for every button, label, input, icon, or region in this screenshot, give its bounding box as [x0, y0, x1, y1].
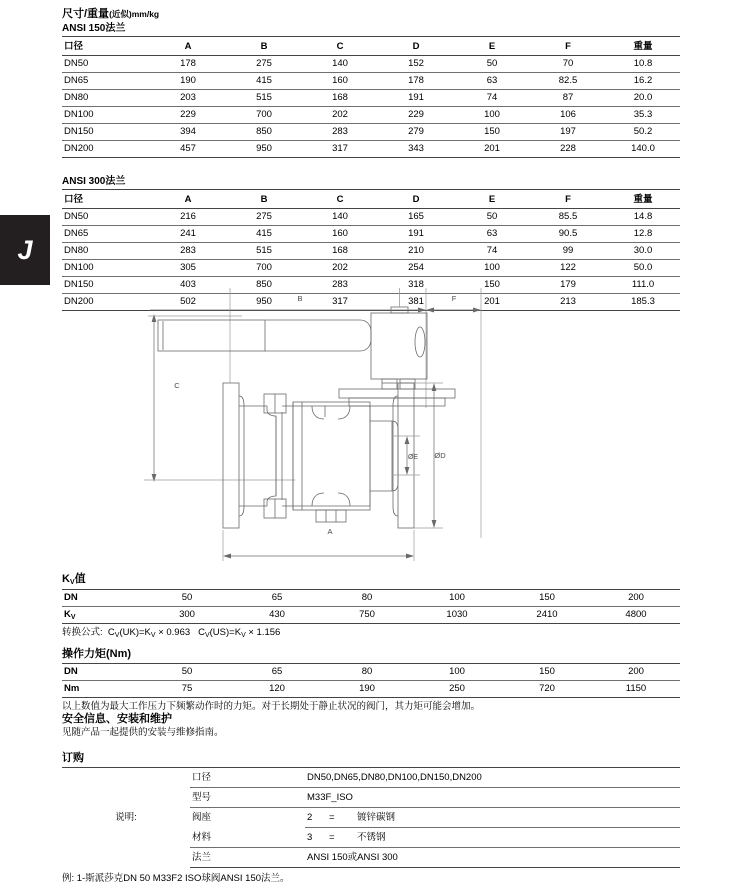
- torque-dn-row: [62, 664, 680, 681]
- ordering-key-model: 型号: [190, 788, 305, 808]
- cell-value: 20.0: [606, 90, 680, 107]
- table-row: [62, 243, 680, 260]
- torque-title: 操作力矩(Nm): [62, 648, 132, 660]
- dimensions-section: [62, 8, 680, 311]
- torque-nm-3: 250: [412, 681, 502, 698]
- formula-label: 转换公式:: [62, 627, 103, 638]
- cell-value: 415: [226, 73, 302, 90]
- cell-dn: DN80: [62, 90, 150, 107]
- cell-value: 202: [302, 260, 378, 277]
- cell-value: 191: [378, 90, 454, 107]
- cell-value: 152: [378, 56, 454, 73]
- cell-value: 140.0: [606, 141, 680, 158]
- torque-dn-1: 65: [232, 664, 322, 681]
- cell-value: 14.8: [606, 209, 680, 226]
- cell-value: 213: [530, 294, 606, 311]
- th-e: E: [454, 192, 530, 209]
- table-header-row: [62, 192, 680, 209]
- torque-table: [62, 663, 680, 698]
- cell-value: 178: [378, 73, 454, 90]
- table-row: [62, 260, 680, 277]
- table-row: [62, 90, 680, 107]
- cell-value: 216: [150, 209, 226, 226]
- kv-dn-4: 150: [502, 590, 592, 607]
- kv-val-1: 430: [232, 607, 322, 624]
- cell-value: 191: [378, 226, 454, 243]
- cell-value: 106: [530, 107, 606, 124]
- kv-title-sub: V: [69, 579, 75, 586]
- kv-val-2: 750: [322, 607, 412, 624]
- cell-value: 950: [226, 294, 302, 311]
- kv-value-label: $K_V$: [62, 607, 142, 624]
- ordering-value-flange: ANSI 150或ANSI 300: [305, 848, 680, 868]
- table-row: [62, 209, 680, 226]
- kv-dn-3: 100: [412, 590, 502, 607]
- table-row: [62, 124, 680, 141]
- cell-dn: DN150: [62, 124, 150, 141]
- cell-value: 190: [150, 73, 226, 90]
- safety-section: [62, 713, 680, 739]
- cell-value: 850: [226, 277, 302, 294]
- valve-technical-drawing: [130, 288, 550, 578]
- cell-value: 502: [150, 294, 226, 311]
- ordering-table: [62, 767, 680, 868]
- kv-val-5: 4800: [592, 607, 680, 624]
- cell-dn: DN65: [62, 226, 150, 243]
- formula-uk: $C_V(UK)=K_V \times 0.963$: [107, 627, 191, 639]
- cell-value: 70: [530, 56, 606, 73]
- th-d: D: [378, 39, 454, 56]
- th-c: C: [302, 192, 378, 209]
- kv-value-row: [62, 607, 680, 624]
- cell-value: 197: [530, 124, 606, 141]
- kv-title-tail: 值: [74, 573, 86, 585]
- cell-dn: DN100: [62, 107, 150, 124]
- cell-value: 202: [302, 107, 378, 124]
- cell-value: 74: [454, 243, 530, 260]
- ordering-desc-label: 说明:: [62, 768, 190, 868]
- kv-title-k: K: [62, 573, 70, 585]
- dim-label-f: F: [451, 294, 457, 303]
- cell-value: 317: [302, 294, 378, 311]
- cell-value: 275: [226, 56, 302, 73]
- ordering-key-seat: 阀座: [192, 812, 212, 824]
- cell-value: 99: [530, 243, 606, 260]
- cell-value: 111.0: [606, 277, 680, 294]
- torque-nm-label: Nm: [62, 681, 142, 698]
- formula-us: $C_V(US)=K_V \times 1.156$: [198, 627, 281, 639]
- torque-dn-label: DN: [62, 664, 142, 681]
- kv-dn-label: DN: [62, 590, 142, 607]
- table-row: [62, 107, 680, 124]
- cell-value: 228: [530, 141, 606, 158]
- cell-value: 140: [302, 209, 378, 226]
- cell-value: 185.3: [606, 294, 680, 311]
- th-f: F: [530, 192, 606, 209]
- ordering-example: 例: 1-斯派莎克DN 50 M33F2 ISO球阀ANSI 150法兰。: [62, 873, 290, 884]
- dim-label-a: A: [327, 527, 333, 536]
- cell-value: 515: [226, 243, 302, 260]
- cell-value: 254: [378, 260, 454, 277]
- kv-val-3: 1030: [412, 607, 502, 624]
- cell-value: 700: [226, 107, 302, 124]
- cell-value: 394: [150, 124, 226, 141]
- safety-title: 安全信息、安装和维护: [62, 713, 172, 725]
- torque-dn-2: 80: [322, 664, 412, 681]
- ansi150-table: [62, 36, 680, 158]
- cell-value: 229: [378, 107, 454, 124]
- ordering-key-material: 材料: [190, 828, 305, 848]
- dim-label-od: ØD: [434, 451, 446, 460]
- dimensions-title: [62, 8, 680, 21]
- torque-nm-2: 190: [322, 681, 412, 698]
- kv-dn-0: 50: [142, 590, 232, 607]
- cell-value: 229: [150, 107, 226, 124]
- cell-value: 279: [378, 124, 454, 141]
- th-b: B: [226, 192, 302, 209]
- cell-value: 16.2: [606, 73, 680, 90]
- cell-value: 90.5: [530, 226, 606, 243]
- torque-dn-0: 50: [142, 664, 232, 681]
- th-d: D: [378, 192, 454, 209]
- cell-value: 381: [378, 294, 454, 311]
- cell-value: 850: [226, 124, 302, 141]
- cell-dn: DN50: [62, 56, 150, 73]
- cell-dn: DN80: [62, 243, 150, 260]
- cell-value: 100: [454, 107, 530, 124]
- th-b: B: [226, 39, 302, 56]
- cell-value: 10.8: [606, 56, 680, 73]
- cell-value: 343: [378, 141, 454, 158]
- cell-value: 160: [302, 226, 378, 243]
- cell-value: 403: [150, 277, 226, 294]
- kv-val-0: 300: [142, 607, 232, 624]
- dim-label-c: C: [174, 381, 180, 390]
- th-f: F: [530, 39, 606, 56]
- section-index-tab: [0, 215, 50, 285]
- th-a: A: [150, 39, 226, 56]
- torque-nm-5: 1150: [592, 681, 680, 698]
- torque-note: 以上数值为最大工作压力下频繁动作时的力矩。对于长期处于静止状况的阀门，其力矩可能会增加。: [62, 701, 481, 712]
- cell-value: 178: [150, 56, 226, 73]
- safety-text: 见随产品一起提供的安装与维修指南。: [62, 727, 224, 738]
- cell-value: 241: [150, 226, 226, 243]
- table-row: [62, 226, 680, 243]
- index-tab-letter: J: [17, 234, 33, 265]
- cell-value: 122: [530, 260, 606, 277]
- table-row: [62, 141, 680, 158]
- cell-value: 82.5: [530, 73, 606, 90]
- cell-value: 275: [226, 209, 302, 226]
- cell-value: 305: [150, 260, 226, 277]
- cell-value: 283: [302, 277, 378, 294]
- th-a: A: [150, 192, 226, 209]
- cell-value: 74: [454, 90, 530, 107]
- cell-value: 168: [302, 90, 378, 107]
- cell-value: 87: [530, 90, 606, 107]
- kv-conversion-formula: [62, 626, 680, 640]
- cell-value: 201: [454, 141, 530, 158]
- ordering-key-size: 口径: [190, 768, 305, 788]
- cell-value: 515: [226, 90, 302, 107]
- ordering-value-size: DN50,DN65,DN80,DN100,DN150,DN200: [305, 768, 680, 788]
- torque-nm-4: 720: [502, 681, 592, 698]
- cell-value: 210: [378, 243, 454, 260]
- cell-value: 50: [454, 56, 530, 73]
- cell-value: 201: [454, 294, 530, 311]
- cell-dn: DN200: [62, 294, 150, 311]
- table-row: [62, 56, 680, 73]
- ordering-value-model: M33F_ISO: [305, 788, 680, 808]
- cell-value: 283: [302, 124, 378, 141]
- dim-label-b: B: [297, 294, 303, 303]
- cell-dn: DN200: [62, 141, 150, 158]
- cell-dn: DN100: [62, 260, 150, 277]
- torque-dn-5: 200: [592, 664, 680, 681]
- kv-section: [62, 573, 680, 640]
- th-weight: 重量: [606, 192, 680, 209]
- ordering-section: [62, 752, 680, 885]
- th-dn: 口径: [62, 192, 150, 209]
- ordering-value-material-1: 2 = 镀锌碳钢: [305, 808, 680, 828]
- cell-value: 700: [226, 260, 302, 277]
- kv-title: [62, 573, 680, 587]
- cell-value: 50.0: [606, 260, 680, 277]
- torque-nm-row: [62, 681, 680, 698]
- ordering-title: 订购: [62, 752, 84, 764]
- cell-value: 150: [454, 124, 530, 141]
- cell-value: 50: [454, 209, 530, 226]
- dimensions-title-text: 尺寸/重量: [62, 8, 110, 20]
- cell-value: 50.2: [606, 124, 680, 141]
- cell-value: 100: [454, 260, 530, 277]
- torque-dn-4: 150: [502, 664, 592, 681]
- table-header-row: [62, 39, 680, 56]
- th-c: C: [302, 39, 378, 56]
- kv-table: [62, 589, 680, 624]
- cell-value: 317: [302, 141, 378, 158]
- torque-nm-0: 75: [142, 681, 232, 698]
- cell-value: 168: [302, 243, 378, 260]
- cell-dn: DN50: [62, 209, 150, 226]
- cell-value: 179: [530, 277, 606, 294]
- ordering-value-material-2: 3 = 不锈钢: [305, 828, 680, 848]
- th-weight: 重量: [606, 39, 680, 56]
- cell-value: 12.8: [606, 226, 680, 243]
- cell-value: 318: [378, 277, 454, 294]
- ordering-row-size: [62, 768, 680, 788]
- cell-value: 63: [454, 226, 530, 243]
- kv-dn-1: 65: [232, 590, 322, 607]
- kv-dn-2: 80: [322, 590, 412, 607]
- cell-value: 457: [150, 141, 226, 158]
- th-dn: 口径: [62, 39, 150, 56]
- kv-dn-row: [62, 590, 680, 607]
- cell-value: 160: [302, 73, 378, 90]
- cell-value: 150: [454, 277, 530, 294]
- cell-value: 85.5: [530, 209, 606, 226]
- cell-dn: DN150: [62, 277, 150, 294]
- cell-value: 35.3: [606, 107, 680, 124]
- cell-value: 203: [150, 90, 226, 107]
- ansi150-caption: ANSI 150法兰: [62, 23, 126, 34]
- torque-section: [62, 648, 680, 713]
- cell-value: 415: [226, 226, 302, 243]
- table-row: [62, 73, 680, 90]
- cell-value: 165: [378, 209, 454, 226]
- dimensions-title-suffix: (近似)mm/kg: [109, 9, 160, 19]
- th-e: E: [454, 39, 530, 56]
- cell-value: 63: [454, 73, 530, 90]
- cell-value: 283: [150, 243, 226, 260]
- kv-val-4: 2410: [502, 607, 592, 624]
- dim-label-oe: ØE: [407, 454, 419, 461]
- ordering-key-flange: 法兰: [190, 848, 305, 868]
- cell-value: 950: [226, 141, 302, 158]
- cell-value: 140: [302, 56, 378, 73]
- ansi300-caption: ANSI 300法兰: [62, 176, 126, 187]
- torque-nm-1: 120: [232, 681, 322, 698]
- cell-dn: DN65: [62, 73, 150, 90]
- cell-value: 30.0: [606, 243, 680, 260]
- kv-dn-5: 200: [592, 590, 680, 607]
- torque-dn-3: 100: [412, 664, 502, 681]
